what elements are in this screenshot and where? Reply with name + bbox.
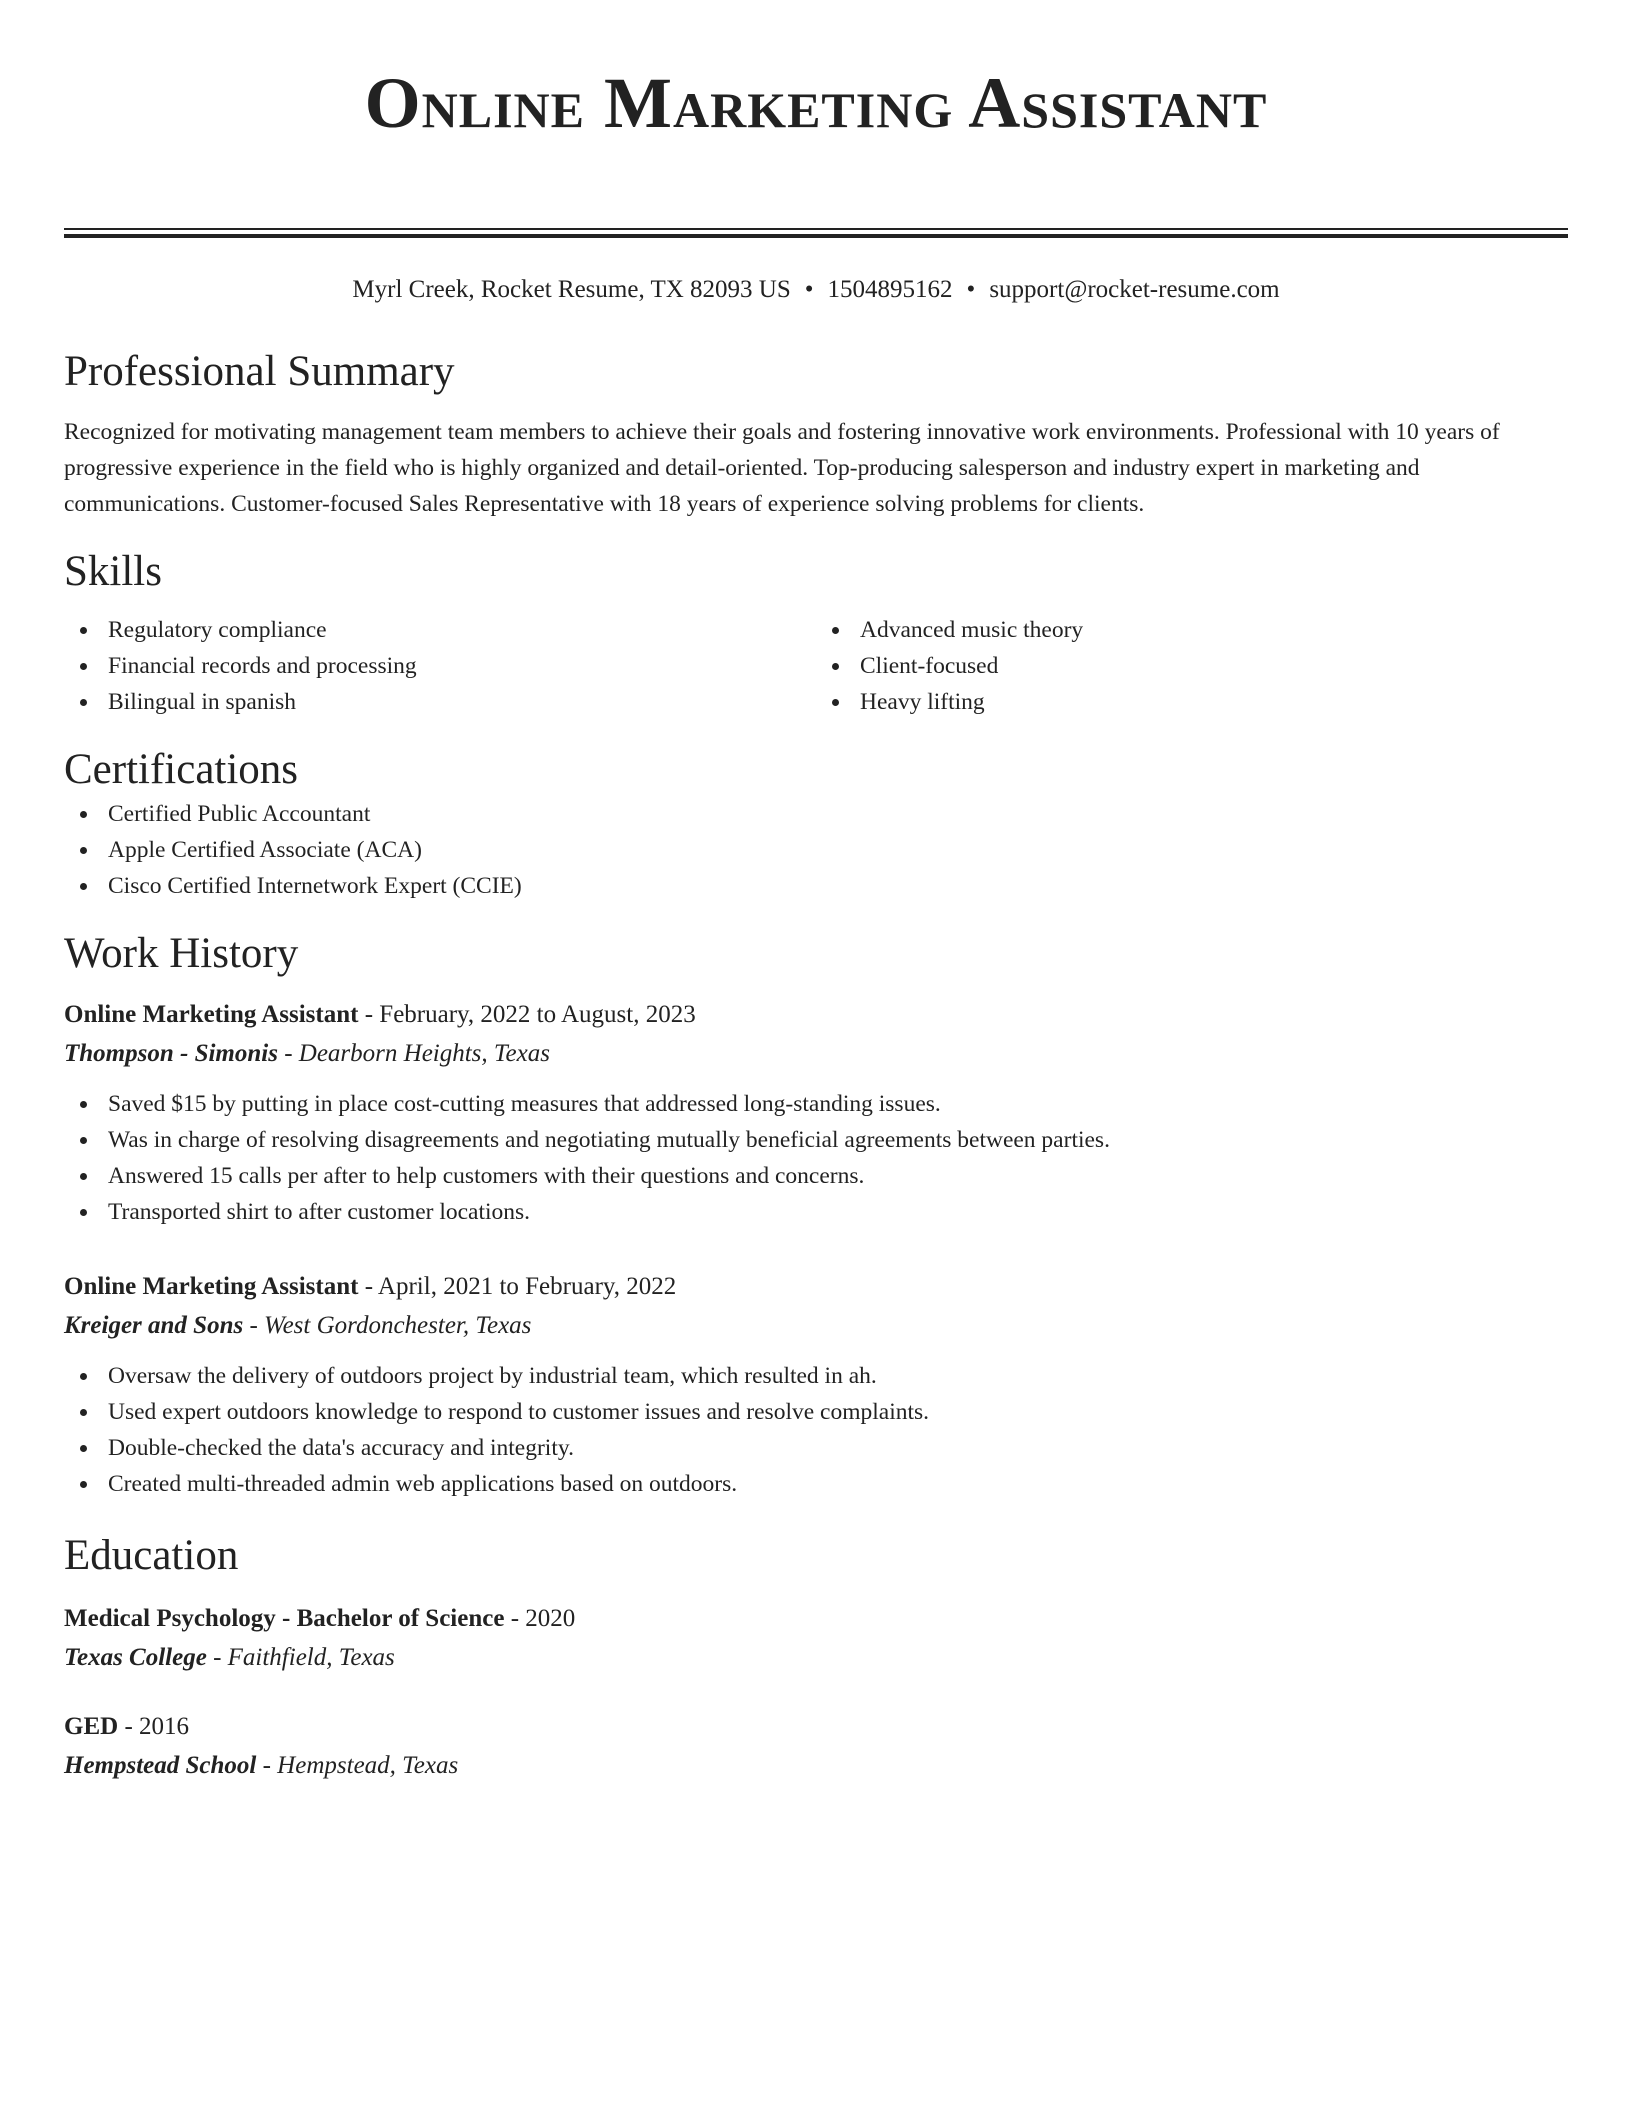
job-dates: - April, 2021 to February, 2022 <box>358 1273 677 1300</box>
job-company: Thompson - Simonis <box>64 1040 278 1067</box>
education-entry <box>64 1708 1568 1786</box>
education-year: - 2020 <box>504 1605 576 1632</box>
skills-column-left <box>64 612 816 720</box>
summary-heading: Professional Summary <box>64 348 455 395</box>
job-bullet: Transported shirt to after customer locations. <box>64 1194 1568 1230</box>
skill-item: Advanced music theory <box>816 612 1568 648</box>
job-bullet: Was in charge of resolving disagreements and negotiating mutually beneficial agreements between parties. <box>64 1122 1568 1158</box>
certifications-list <box>64 796 1568 904</box>
skill-item: Financial records and processing <box>64 648 816 684</box>
skill-item: Bilingual in spanish <box>64 684 816 720</box>
certifications-heading: Certifications <box>64 746 299 793</box>
contact-email[interactable]: support@rocket-resume.com <box>989 276 1280 303</box>
skill-item: Regulatory compliance <box>64 612 816 648</box>
education-location: - Faithfield, Texas <box>206 1644 395 1671</box>
job-dates: - February, 2022 to August, 2023 <box>358 1001 696 1028</box>
job-title-line <box>64 1268 1568 1306</box>
education-entry <box>64 1600 1568 1678</box>
education-heading: Education <box>64 1532 239 1579</box>
contact-separator: • <box>804 276 814 303</box>
certification-item: Certified Public Accountant <box>64 796 1568 832</box>
education-year: - 2016 <box>118 1713 190 1740</box>
job-bullet: Saved $15 by putting in place cost-cutting measures that addressed long-standing issues. <box>64 1086 1568 1122</box>
job-bullet: Oversaw the delivery of outdoors project by industrial team, which resulted in ah. <box>64 1358 1568 1394</box>
job-bullet: Answered 15 calls per after to help customers with their questions and concerns. <box>64 1158 1568 1194</box>
summary-text: Recognized for motivating management team members to achieve their goals and fostering innovative work environments. Professional with 10 years of progressive experience in the field who is highly organized and detail-oriented. Top-producing salesperson and industry expert in marketing and communications. Customer-focused Sales Representative with 18 years of experience solving problems for clients. <box>64 419 1500 517</box>
contact-line <box>64 274 1568 306</box>
page-title: Online Marketing Assistant <box>364 63 1268 143</box>
education-degree: Medical Psychology - Bachelor of Science <box>64 1605 505 1632</box>
certification-item: Apple Certified Associate (ACA) <box>64 832 1568 868</box>
job-bullet: Created multi-threaded admin web applications based on outdoors. <box>64 1466 1568 1502</box>
education-school-line <box>64 1638 1568 1678</box>
job-company: Kreiger and Sons <box>64 1312 244 1339</box>
job-location: - West Gordonchester, Texas <box>243 1312 532 1339</box>
job-company-line <box>64 1034 1568 1074</box>
education-location: - Hempstead, Texas <box>256 1752 459 1779</box>
job-company-line <box>64 1306 1568 1346</box>
skill-item: Client-focused <box>816 648 1568 684</box>
skills-heading: Skills <box>64 548 162 595</box>
job-role: Online Marketing Assistant <box>64 1273 359 1300</box>
contact-address: Myrl Creek, Rocket Resume, TX 82093 US <box>352 276 791 303</box>
job-location: - Dearborn Heights, Texas <box>277 1040 550 1067</box>
skills-list <box>64 612 1568 720</box>
job-entry <box>64 1268 1568 1502</box>
education-school: Texas College <box>64 1644 207 1671</box>
work-history-heading: Work History <box>64 930 299 977</box>
job-bullet: Used expert outdoors knowledge to respond to customer issues and resolve complaints. <box>64 1394 1568 1430</box>
header-divider <box>64 228 1568 238</box>
job-role: Online Marketing Assistant <box>64 1001 359 1028</box>
contact-separator: • <box>966 276 976 303</box>
job-entry <box>64 996 1568 1230</box>
education-degree: GED <box>64 1713 119 1740</box>
education-degree-line <box>64 1600 1568 1638</box>
education-school: Hempstead School <box>64 1752 257 1779</box>
job-title-line <box>64 996 1568 1034</box>
job-bullets <box>64 1086 1568 1230</box>
education-school-line <box>64 1746 1568 1786</box>
job-bullet: Double-checked the data's accuracy and integrity. <box>64 1430 1568 1466</box>
skill-item: Heavy lifting <box>816 684 1568 720</box>
job-bullets <box>64 1358 1568 1502</box>
skills-column-right <box>816 612 1568 720</box>
certification-item: Cisco Certified Internetwork Expert (CCIE) <box>64 868 1568 904</box>
contact-phone: 1504895162 <box>827 276 953 303</box>
education-degree-line <box>64 1708 1568 1746</box>
